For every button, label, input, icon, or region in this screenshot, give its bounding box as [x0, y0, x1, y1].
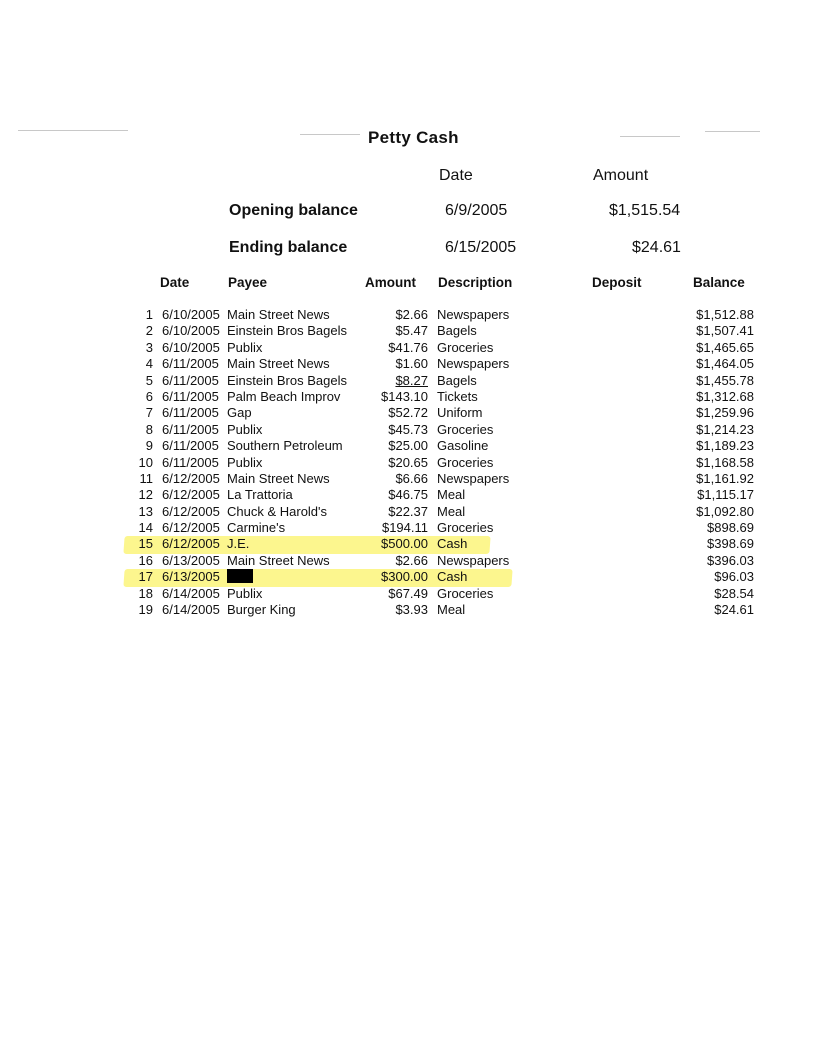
- row-number: 14: [138, 520, 153, 536]
- row-payee: Publix: [227, 339, 263, 355]
- row-amount: $25.00: [388, 438, 428, 454]
- row-payee: La Trattoria: [227, 487, 293, 503]
- scan-artifact-line: [300, 134, 360, 135]
- row-amount: $22.37: [388, 503, 428, 519]
- row-amount: $41.76: [388, 339, 428, 355]
- row-date: 6/14/2005: [162, 602, 220, 618]
- row-description: Meal: [437, 602, 466, 618]
- header-date-label: Date: [439, 167, 473, 184]
- row-payee: Einstein Bros Bagels: [227, 323, 347, 339]
- row-date: 6/13/2005: [162, 569, 220, 585]
- row-description: Bagels: [437, 323, 477, 339]
- table-row: [0, 373, 816, 389]
- row-amount: $45.73: [388, 421, 428, 437]
- row-balance: $898.69: [707, 520, 754, 536]
- row-amount: $5.47: [395, 323, 428, 339]
- ledger-table: [0, 307, 816, 618]
- row-number: 13: [138, 503, 153, 519]
- ending-balance-date: 6/15/2005: [445, 239, 517, 256]
- row-number: 15: [138, 536, 153, 552]
- row-amount: $52.72: [388, 405, 428, 421]
- row-balance: $398.69: [707, 536, 754, 552]
- row-description: Groceries: [437, 339, 494, 355]
- row-amount: $143.10: [381, 388, 428, 404]
- row-balance: $28.54: [714, 585, 754, 601]
- table-row: [0, 323, 816, 339]
- row-amount: $20.65: [388, 454, 428, 470]
- row-balance: $1,512.88: [696, 307, 754, 322]
- header-amount-label: Amount: [593, 167, 649, 184]
- row-description: Newspapers: [437, 552, 510, 568]
- table-row: [0, 405, 816, 421]
- row-number: 8: [145, 421, 153, 437]
- row-number: 7: [145, 405, 153, 421]
- row-date: 6/10/2005: [162, 323, 220, 339]
- row-payee: Publix: [227, 585, 263, 601]
- row-description: Cash: [437, 569, 468, 585]
- row-payee: Carmine's: [227, 520, 286, 536]
- row-date: 6/11/2005: [162, 405, 219, 421]
- table-row: [0, 602, 816, 618]
- row-date: 6/11/2005: [162, 421, 219, 437]
- row-amount: $1.60: [395, 356, 428, 372]
- row-payee: Chuck & Harold's: [227, 503, 328, 519]
- row-payee: Einstein Bros Bagels: [227, 372, 347, 388]
- table-row: [0, 455, 816, 471]
- row-balance: $1,259.96: [696, 405, 754, 421]
- row-balance: $1,161.92: [696, 470, 754, 486]
- table-row: [0, 422, 816, 438]
- row-date: 6/10/2005: [162, 339, 220, 355]
- column-header-date: Date: [160, 275, 190, 290]
- row-date: 6/10/2005: [162, 307, 220, 322]
- row-description: Tickets: [437, 388, 478, 404]
- row-date: 6/11/2005: [162, 388, 219, 404]
- ending-balance-label: Ending balance: [229, 239, 348, 256]
- table-row: [0, 438, 816, 454]
- row-date: 6/11/2005: [162, 372, 219, 388]
- row-description: Newspapers: [437, 356, 510, 372]
- row-payee: Publix: [227, 454, 263, 470]
- row-description: Groceries: [437, 520, 494, 536]
- row-payee: Gap: [227, 405, 252, 421]
- row-balance: $1,464.05: [696, 356, 754, 372]
- table-row: [0, 536, 816, 552]
- row-date: 6/11/2005: [162, 454, 219, 470]
- row-balance: $1,312.68: [696, 388, 754, 404]
- page-title: Petty Cash: [368, 128, 459, 147]
- column-header-deposit: Deposit: [592, 275, 642, 290]
- row-number: 11: [139, 470, 153, 486]
- row-description: Groceries: [437, 454, 494, 470]
- row-number: 17: [138, 569, 153, 585]
- row-payee: Main Street News: [227, 552, 330, 568]
- scan-artifact-line: [705, 131, 760, 132]
- row-number: 4: [145, 356, 153, 372]
- opening-balance-amount: $1,515.54: [609, 202, 681, 219]
- table-row: [0, 520, 816, 536]
- row-description: Newspapers: [437, 470, 510, 486]
- row-number: 18: [138, 585, 153, 601]
- table-row: [0, 389, 816, 405]
- row-amount: $2.66: [395, 307, 428, 322]
- row-payee: Publix: [227, 421, 263, 437]
- row-date: 6/12/2005: [162, 487, 220, 503]
- row-date: 6/12/2005: [162, 503, 220, 519]
- row-number: 1: [145, 307, 153, 322]
- table-row: [0, 471, 816, 487]
- row-number: 5: [145, 372, 153, 388]
- row-payee: J.E.: [227, 536, 250, 552]
- row-description: Gasoline: [437, 438, 489, 454]
- row-description: Bagels: [437, 372, 477, 388]
- row-number: 2: [145, 323, 153, 339]
- row-balance: $96.03: [714, 569, 754, 585]
- row-number: 12: [138, 487, 153, 503]
- row-date: 6/14/2005: [162, 585, 220, 601]
- row-amount: $300.00: [381, 569, 428, 585]
- row-balance: $24.61: [714, 602, 754, 618]
- row-date: 6/11/2005: [162, 356, 219, 372]
- row-description: Groceries: [437, 421, 494, 437]
- redaction-block: [227, 569, 253, 583]
- row-balance: $1,507.41: [696, 323, 754, 339]
- row-balance: $1,214.23: [696, 421, 754, 437]
- row-amount: $2.66: [395, 552, 428, 568]
- row-number: 9: [145, 438, 153, 454]
- row-amount: $67.49: [388, 585, 428, 601]
- row-number: 16: [138, 552, 153, 568]
- scan-artifact-line: [620, 136, 680, 137]
- table-row: [0, 553, 816, 569]
- row-amount: $500.00: [381, 536, 428, 552]
- row-number: 19: [138, 602, 153, 618]
- row-date: 6/12/2005: [162, 520, 220, 536]
- opening-balance-date: 6/9/2005: [445, 202, 508, 219]
- row-balance: $396.03: [707, 552, 754, 568]
- row-balance: $1,465.65: [696, 339, 754, 355]
- row-amount: $8.27: [395, 372, 428, 388]
- row-description: Newspapers: [437, 307, 510, 322]
- row-balance: $1,189.23: [696, 438, 754, 454]
- row-payee: Southern Petroleum: [227, 438, 343, 454]
- table-row: [0, 356, 816, 372]
- row-description: Meal: [437, 503, 466, 519]
- row-amount: $194.11: [381, 520, 428, 536]
- ending-balance-amount: $24.61: [632, 239, 681, 256]
- table-row: [0, 504, 816, 520]
- row-date: 6/12/2005: [162, 536, 220, 552]
- column-header-payee: Payee: [228, 275, 268, 290]
- row-payee: Palm Beach Improv: [227, 388, 341, 404]
- row-balance: $1,092.80: [696, 503, 754, 519]
- row-number: 3: [145, 339, 153, 355]
- row-amount: $6.66: [395, 470, 428, 486]
- column-header-balance: Balance: [693, 275, 745, 290]
- row-amount: $3.93: [395, 602, 428, 618]
- table-row: [0, 569, 816, 585]
- row-amount: $46.75: [388, 487, 428, 503]
- row-date: 6/12/2005: [162, 470, 220, 486]
- row-payee: Burger King: [227, 602, 296, 618]
- column-header-amount: Amount: [365, 275, 416, 290]
- row-date: 6/13/2005: [162, 552, 220, 568]
- row-payee: Main Street News: [227, 470, 330, 486]
- table-row: [0, 340, 816, 356]
- scan-artifact-line: [18, 130, 128, 131]
- row-payee: Main Street News: [227, 307, 330, 322]
- row-balance: $1,115.17: [697, 487, 754, 503]
- row-date: 6/11/2005: [162, 438, 219, 454]
- row-description: Groceries: [437, 585, 494, 601]
- table-row: [0, 487, 816, 503]
- table-row: [0, 586, 816, 602]
- row-description: Uniform: [437, 405, 483, 421]
- row-description: Meal: [437, 487, 466, 503]
- row-balance: $1,168.58: [696, 454, 754, 470]
- row-balance: $1,455.78: [696, 372, 754, 388]
- row-number: 6: [145, 388, 153, 404]
- table-row: [0, 307, 816, 323]
- row-description: Cash: [437, 536, 468, 552]
- row-number: 10: [138, 454, 153, 470]
- row-payee: Main Street News: [227, 356, 330, 372]
- opening-balance-label: Opening balance: [229, 202, 358, 219]
- column-header-description: Description: [438, 275, 513, 290]
